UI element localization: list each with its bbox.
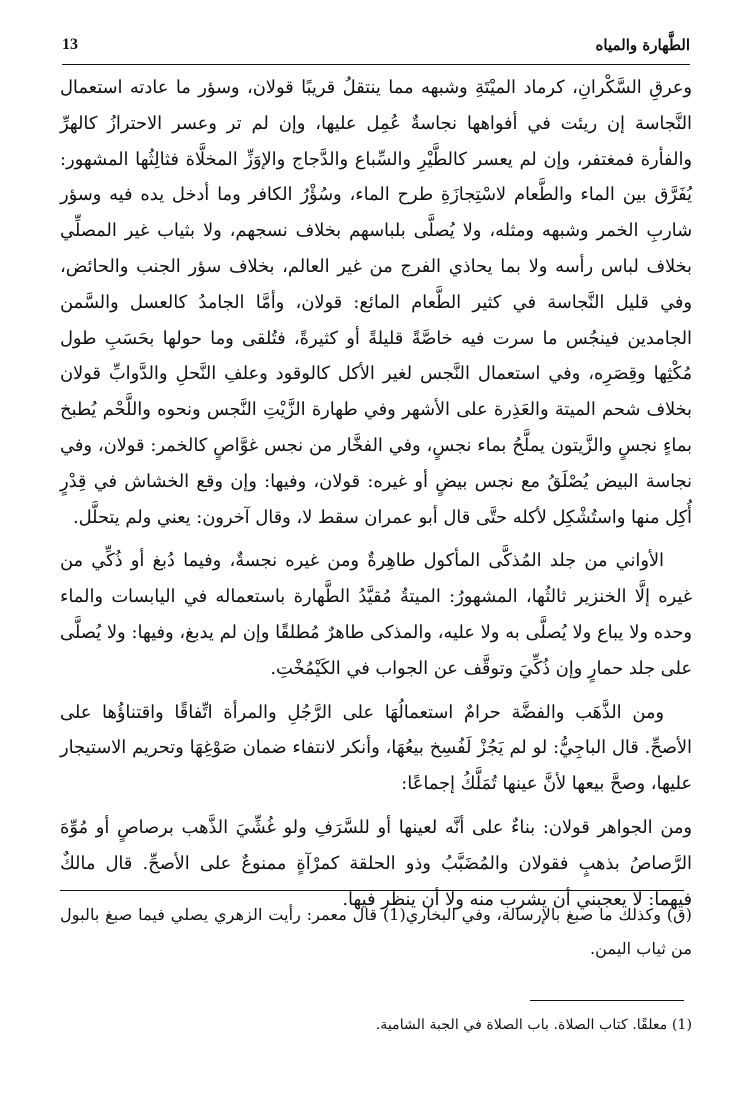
paragraph: وعرقِ السَّكْرانِ، كرماد الميْتَةِ وشبهه مما ينتقلُ قريبًا قولان، وسؤر ما عادته استعمال النَّجاسة إن ريئت في أفواهها نجاسةٌ عُمِل عليها، وإن لم تر وعسر الاحترازُ كالهرِّ والفأرة فمغتفر، وإن لم يعسر كالطَّيْرِ والسِّباع والدَّجاج والإوَزِّ المخلَّاة فثالِثُها المشهور: يُفَرَّق بين الماء والطَّعام لاسْتِجازَةِ طرح الماء، وسُؤْرُ الكافر وما أدخل يده فيه وسؤر شاربِ الخمر وشبهه ومثله، ولا يُصلَّى بلباسهم بخلاف نسجهم، ولا بثياب غير المصلِّي بخلاف لباس رأسه ولا بما يحاذي الفرج من غير العالم، بخلاف سؤر الجنب والحائض، وفي قليل النَّجاسة في كثير الطَّعام المائع: قولان، وأمَّا الجامدُ كالعسل والسَّمن الجامدين فينجُس ما سرت فيه خاصَّةً قليلةً أو كثيرةً، فتُلقى وما حولها بحَسَبِ طول مُكْثِها وقِصَرِه، وفي استعمال النَّجس لغير الأكل كالوقود وعلفِ النَّحلِ والدَّوابِّ قولان بخلاف شحم الميتة والعَذِرة على الأشهر وفي طهارة الزَّيْتِ النَّجس ونحوه واللَّحْم يُطبخ بماءٍ نجسٍ والزَّيتون يملَّحُ بماء نجسٍ، وفي الفخَّار من نجس غوَّاصٍ كالخمر: قولان، وفي نجاسة البيض يُصْلَقُ مع نجس بيضٍ أو غيره: قولان، وفيها: وإن وقع الخشاش في قِدْرٍ أُكِل منها واستُشْكِل لأكله حتَّى قال أبو عمران سقط لا، وقال آخرون: يعني ولم يتحلَّل. — [60, 77, 692, 528]
page-header — [62, 30, 690, 65]
footnote: (1) معلقًا. كتاب الصلاة. باب الصلاة في الجبة الشامية. — [375, 1017, 692, 1033]
paragraph: الأواني من جلد المُذكَّى المأكول طاهِرةٌ ومن غيره نجسةٌ، وفيما دُبغ أو ذُكِّي من غيره إلَّا الخنزير ثالثُها، المشهورُ: الميتةُ مُقيَّدُ الطَّهارة باستعماله في اليابسات والماء وحده ولا يباع ولا يُصلَّى به ولا عليه، والمذكى طاهرٌ مُطلقًا وإن لم يدبغ، وفيها: ولا يُصلَّى على جلد حمارٍ وإن ذُكِّيَ وتوقَّف عن الجواب في الكَيْمُخْتِ. — [60, 550, 692, 679]
paragraph: ومن الجواهر قولان: بناءٌ على أنَّه لعينها أو للسَّرَفِ ولو غُشِّيَ الذَّهب برصاصٍ أو مُوِّهَ الرَّصاصُ بذهبٍ فقولان والمُضَبَّبُ وذو الحلقة كمرْآةٍ ممنوعٌ على الأصحِّ. قال مالكٌ فيهما: لا يعجبني أن يشرب منه ولا أن ينظر فيها. — [60, 816, 692, 910]
running-title: الطَّهارة والمياه — [595, 36, 690, 54]
page-number: 13 — [62, 36, 78, 53]
footnote-divider — [530, 1000, 684, 1001]
paragraph: ومن الذَّهَب والفضَّة حرامٌ استعمالُهَا على الرَّجُلِ والمرأة اتِّفاقًا واقتناؤُها على الأصحِّ. قال الباجِيُّ: لو لم يَجُزْ لَفُسِخ بيعُهَا، وأنكر لانتفاء ضمان صَوْغِهَا وتحريم الاستيجار عليها، وصحَّ بيعها لأنَّ عينها تُمَلَّكُ إجماعًا: — [60, 701, 692, 795]
commentary-divider — [60, 890, 684, 891]
main-text — [60, 70, 692, 925]
commentary-note: (ق) وكذلك ما صبغ بالإرسالة، وفي البخاري(1) قال معمر: رأيت الزهري يصلي فيما صبغ بالبول من ثياب اليمن. — [60, 905, 692, 958]
